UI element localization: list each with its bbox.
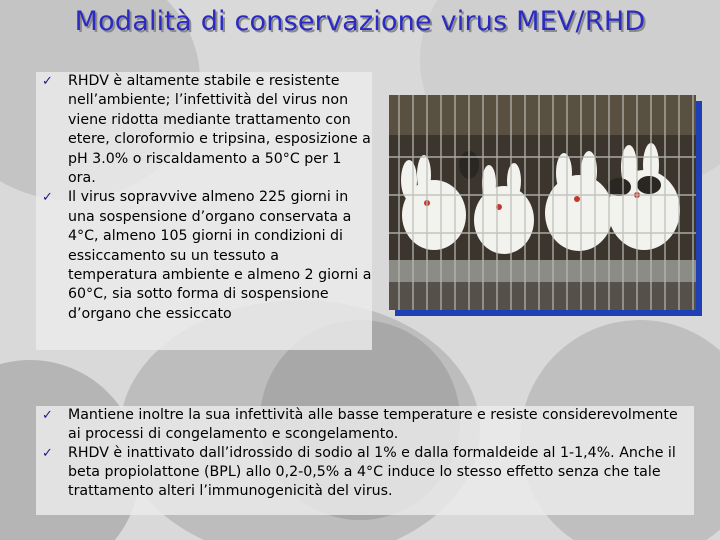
- check-icon: ✓: [42, 190, 53, 206]
- bullet-item: [36, 406, 694, 444]
- check-icon: ✓: [42, 446, 53, 461]
- left-bullet-list: [36, 72, 372, 324]
- bullet-text: RHDV è inattivato dall’idrossido di sodio al 1% e dalla formaldeide al 1-1,4%. Anche il beta propiolattone (BPL) allo 0,2-0,5% a 4°C induce lo stesso effetto senza che tale trattamento alteri l’immunogenicità del virus.: [68, 445, 676, 499]
- bullet-item: [36, 444, 694, 501]
- photo-illustration: [389, 95, 696, 310]
- check-icon: ✓: [42, 408, 53, 423]
- bullet-text: Il virus sopravvive almeno 225 giorni in una sospensione d’organo conservata a 4°C, almeno 105 giorni in condizioni di essiccamento su un tessuto a temperatura ambiente e almeno 2 giorni a 60°C, sia sotto forma di sospensione d’organo che essiccato: [68, 189, 372, 322]
- bottom-bullet-list: [36, 406, 694, 501]
- left-text-panel: [36, 72, 372, 350]
- bullet-text: Mantiene inoltre la sua infettività alle basse temperature e resiste considerevolmente ai processi di congelamento e scongelamento.: [68, 407, 678, 442]
- bullet-item: [36, 188, 372, 324]
- slide-title: Modalità di conservazione virus MEV/RHD: [74, 6, 646, 37]
- bullet-text: RHDV è altamente stabile e resistente nell’ambiente; l’infettività del virus non viene ridotta mediante trattamento con etere, cloroformio e tripsina, esposizione a pH 3.0% o riscaldamento a 50°C per 1 ora.: [68, 73, 371, 187]
- bullet-item: [36, 72, 372, 188]
- rabbit-cage-photo: [389, 95, 696, 310]
- bottom-text-panel: [36, 406, 694, 515]
- check-icon: ✓: [42, 74, 53, 89]
